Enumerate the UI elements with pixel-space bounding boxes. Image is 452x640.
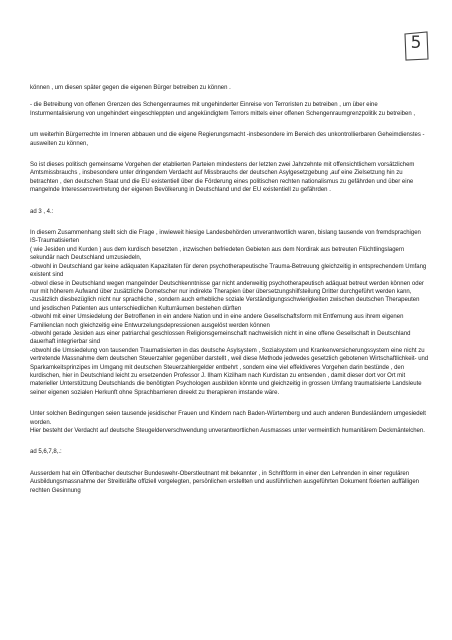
paragraph-conditions: Unter solchen Bedingungen seien tausende jesidischer Frauen und Kindern nach Baden-Würtemberg und auch anderen Bundesländern umgesiedelt worden. Hier besteht der Verdacht auf deutsche Steugelderverschwendung unverantwortlichen Ausmasses unter vermeintlich humanitärem Deckmäntelchen. [30, 411, 426, 434]
paragraph-parties: So ist dieses politisch gemeinsame Vorgehen der etablierten Parteien mindestens der letzten zwei Jahrzehnte mit offensichtlichem vorsätzlichem Amtsmissbrauchs , insbesondere unter dringendem Verdacht auf Missbrauchs der deutschen Asylgesetzgebung ,auf eine Zielsetzung hin zu betrachten , den deutschen Staat und die EU existentiell über die Förderung eines politischen rechten nationalismus zu gefährden und über eine mangelnde Interessensvertretung der eigenen Bevölkerung in Deutschland und der EU existentiell zu gefährden . [30, 162, 415, 194]
paragraph-relocation: In diesem Zusammenhang stellt sich die Frage , inwieweit hiesige Landesbehörden unverantwortlich waren, bislang tausende von fremdsprachigen IS-Traumatisierten ( wie Jesiden und Kurden ) aus dem kurdisch besetzten , inzwischen befriedeten Gebieten aus dem Nordirak aus betreuten Flüchtlingslagern sekundär nach Deutschland umzusiedeln, -obwohl in Deutschland gar keine adäquaten Kapazitaten für deren psychotherapeutische Trauma-Betreuung gleichzeitig in entsprechendem Umfang existent sind -obwol diese in Deutschland wegen mangelnder Deutschkenntnisse gar nicht anderweitig psychotherapeutisch adäquat betreut werden können oder nur mit höherem Aufwand über zusätzliche Dometscher nur indirekte Therapien über übersetzungshilfsteilung Dritter durchgeführt werden kann, -zusätzlich diesbezüglich nicht nur sprachliche , sondern auch erhebliche soziale Verständigungsschwierigkeiten zwischen deutschen Therapeuten und jesdischen Patienten aus unterschiedlichen Kulturräumen bestehen dürften -obwohl mit einer Umsiedelung der Betroffenen in ein andere Nation und in eine andere Gesellschaftsform mit Entfernung aus ihrem eigenen Familienclan noch gleichzeitig eine Entwurzelungsdepressionen ausgelöst werden können -obwohl gerade Jesiden aus einer patriarchal geschlossen Religionsgemeinschaft nachweislich nicht in eine offene Gesellschaft in Deutschland dauerhaft integrierbar sind -obwohl die Umsiedelung von tausenden Traumatisierten in das deutsche Asylsystem , Sozialsystem und Krankenversicherungssystem eine nicht zu vertretende Massnahme dem deutschen Steuerzahler gegenüber darstellt , weil diese Methode jedwedes gesetzlich gebotenen Wirtschaftlichkeit- und Sparkamkeitsprinzipes im Umgang mit deutschen Steuerzahlergelder entbehrt , sondern eine viel effektiveres Vorgehen darin bestünde , den kurdischen, hier in Deutschland leicht zu ersetzenden Professor J. Ilham Kizilham nach Kurdistan zu entsenden , damit dieser dort vor Ort mit materieller Unterstützung Deutschlands die benötigten Psychologen ausbilden könnte und gleichzeitig in grossen Umfang traumatisierte Landsleute seiner eigenen sozialen Herkunft ohne Sprachbarrieren direekt zu therapieren imstande wäre. [30, 230, 429, 396]
page-number-box [402, 30, 430, 62]
section-heading-ad-5-8: ad 5,6,7,8,.: [30, 449, 62, 456]
paragraph-schengen: - die Betreibung von offenen Grenzen des Schengenraumes mit ungehinderter Einreise von Terroristen zu betreiben , um über eine Insturmentalisierung von ungehindert eingeschleppten und angekündigtem Terrors mittels einer offenen Schengenraumgrenzpolitik zu betreiben , [30, 102, 416, 117]
page-number: 5 [410, 33, 422, 53]
paragraph-officer: Ausserdem hat ein Offenbacher deutscher Bundeswehr-Oberstleutnant mit bekannter , in Schriftform in einer den Lehrenden in einer regulären Ausbildungsmassnahme der Streitkräfte offiziell vorgelegten, persönlichen erstellten und ausführlichen ausgeführten Dokument fixierten auffälligen rechten Gesinnung [30, 470, 420, 494]
section-heading-ad-3-4: ad 3 , 4.: [30, 208, 54, 215]
document-body [30, 84, 430, 504]
paragraph-civil-rights: um weiterhin Bürgerrechte im Inneren abbauen und die eigene Regierungsmacht -insbesondere im Bereich des unkontrollierbaren Geheimdienstes -ausweiten zu können, [30, 132, 425, 147]
paragraph-continuation: können , um diesen später gegen die eigenen Bürger betreiben zu können . [30, 85, 231, 91]
